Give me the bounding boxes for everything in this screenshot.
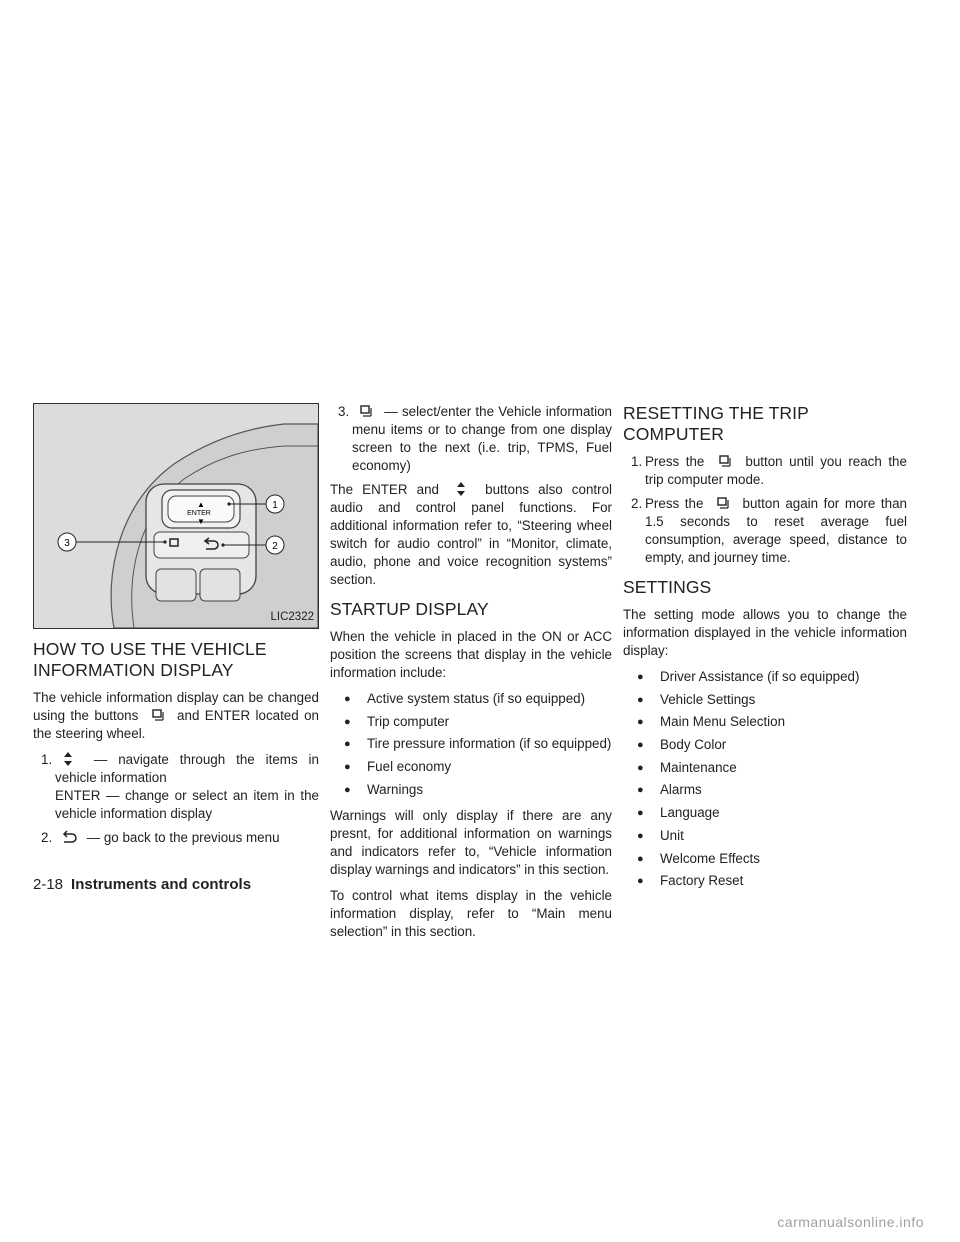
watermark: carmanualsonline.info — [777, 1214, 924, 1230]
list-item: ● Language — [623, 804, 907, 822]
page-number: 2-18 — [33, 876, 64, 893]
settings-list — [623, 668, 907, 890]
steering-switch-figure — [33, 403, 319, 629]
list-item: ● Tire pressure information (if so equipped) — [330, 735, 612, 753]
item-number: 1. — [41, 752, 53, 767]
display-button-icon — [715, 454, 733, 468]
list-item: ● Vehicle Settings — [623, 691, 907, 709]
list-item: ● Fuel economy — [330, 758, 612, 776]
item-number: 1. — [631, 454, 643, 469]
intro-part-a: The vehicle information display can be changed using the buttons — [33, 690, 319, 723]
item3-text: — select/enter the Vehicle information menu items or to change from one display screen to the next (i.e. trip, TPMS, Fuel economy) — [352, 404, 612, 473]
section-title: Instruments and controls — [71, 876, 252, 893]
callout-3: 3 — [64, 538, 70, 549]
intro-part-b: and ENTER located on the steering wheel. — [33, 708, 319, 741]
display-button-icon — [713, 496, 731, 510]
startup-intro: When the vehicle in placed in the ON or ACC position the screens that display in the vehicle information include: — [330, 629, 612, 680]
list-item — [623, 453, 907, 489]
back-arrow-icon — [59, 830, 77, 844]
step2-part-b: button again for more than 1.5 seconds to reset average fuel consumption, average speed, distance to empty, and journey time. — [645, 496, 907, 565]
list-item: ● Driver Assistance (if so equipped) — [623, 668, 907, 686]
callout-2: 2 — [272, 541, 278, 552]
list-item: ● Welcome Effects — [623, 850, 907, 868]
startup-list — [330, 690, 612, 799]
settings-heading: SETTINGS — [623, 577, 712, 597]
column-left — [33, 403, 319, 853]
startup-heading: STARTUP DISPLAY — [330, 599, 489, 619]
list-item: ● Unit — [623, 827, 907, 845]
column-right — [623, 403, 907, 898]
settings-intro: The setting mode allows you to change the information displayed in the vehicle information display: — [623, 607, 907, 658]
para-part-b: buttons also control audio and control panel functions. For additional information refer to, “Steering wheel switch for audio control” in “Monitor, climate, audio, phone and voice recognition systems” section. — [330, 482, 612, 587]
step2-part-a: Press the — [645, 496, 704, 511]
reset-heading: RESETTING THE TRIP COMPUTER — [623, 403, 809, 444]
list-item: ● Body Color — [623, 736, 907, 754]
up-down-arrow-icon — [59, 752, 77, 766]
list-item — [33, 751, 319, 823]
audio-control-paragraph — [330, 481, 612, 589]
list-item: ● Trip computer — [330, 713, 612, 731]
list-item — [33, 829, 319, 847]
step1-part-a: Press the — [645, 454, 705, 469]
item-number: 2. — [631, 496, 643, 511]
display-button-icon — [148, 708, 166, 722]
warnings-paragraph: Warnings will only display if there are any presnt, for additional information on warnings and indicators refer to, “Vehicle information display warnings and indicators” in this section. — [330, 807, 612, 877]
how-to-intro — [33, 689, 319, 743]
svg-text:▲: ▲ — [197, 500, 205, 509]
list-item: ● Main Menu Selection — [623, 713, 907, 731]
item1-text: — navigate through the items in vehicle information — [55, 752, 319, 785]
callout-1: 1 — [272, 500, 278, 511]
up-down-arrow-icon — [452, 482, 470, 496]
list-item: ● Alarms — [623, 781, 907, 799]
list-item: ● Maintenance — [623, 759, 907, 777]
svg-text:▼: ▼ — [197, 517, 205, 526]
para-part-a: The ENTER and — [330, 482, 439, 497]
how-to-heading: HOW TO USE THE VEHICLE INFORMATION DISPLAY — [33, 639, 267, 680]
steering-switch-illustration — [34, 404, 318, 628]
enter-label: ENTER — [187, 510, 211, 517]
page-footer — [33, 876, 251, 893]
main-menu-paragraph: To control what items display in the vehicle information display, refer to “Main menu selection” in this section. — [330, 887, 612, 939]
item1-enter-text: ENTER — change or select an item in the vehicle information display — [55, 788, 319, 821]
item2-text: — go back to the previous menu — [86, 830, 280, 845]
figure-label: LIC2322 — [270, 611, 314, 623]
item-number: 3. — [338, 404, 350, 419]
list-item — [623, 495, 907, 567]
list-item: ● Factory Reset — [623, 872, 907, 890]
list-item: ● Active system status (if so equipped) — [330, 690, 612, 708]
column-middle — [330, 403, 612, 949]
display-button-icon — [356, 404, 374, 418]
step1-part-b: button until you reach the trip computer mode. — [645, 454, 907, 487]
list-item — [330, 403, 612, 475]
item-number: 2. — [41, 830, 53, 845]
list-item: ● Warnings — [330, 781, 612, 799]
